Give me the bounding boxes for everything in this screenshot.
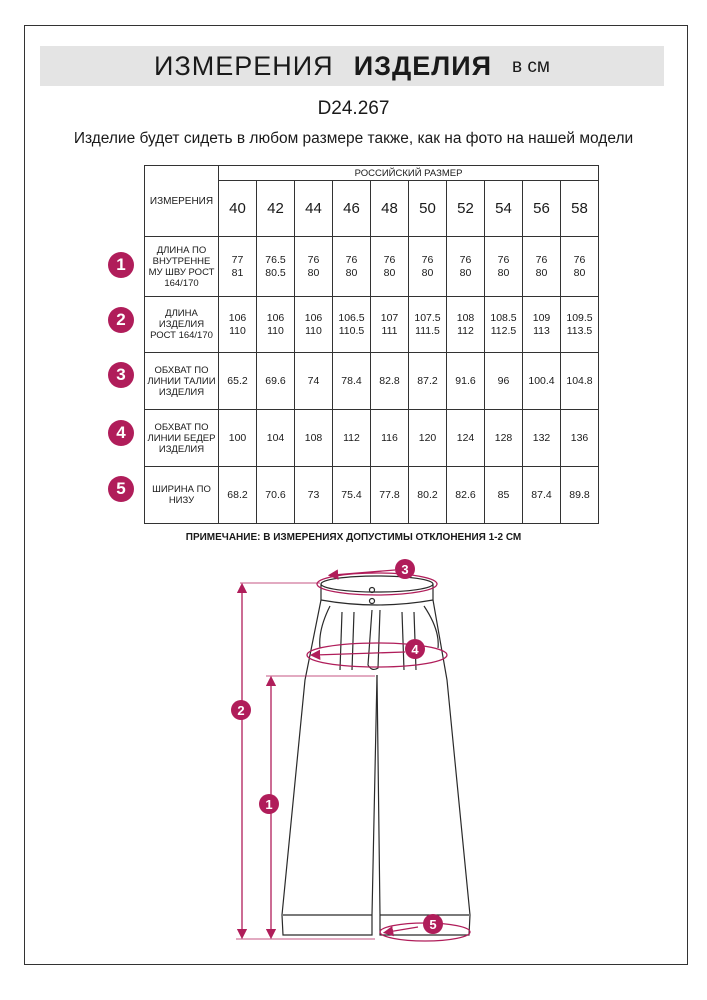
drawing-badge-2: 2 — [231, 700, 251, 720]
value-line: 136 — [570, 431, 589, 444]
value-line: 82.6 — [455, 488, 476, 501]
value-line: 80 — [421, 266, 434, 279]
value-line: 80 — [383, 266, 396, 279]
tolerance-note: ПРИМЕЧАНИЕ: В ИЗМЕРЕНИЯХ ДОПУСТИМЫ ОТКЛОНЕНИЯ 1-2 СМ — [185, 532, 522, 543]
value-line: 80 — [535, 266, 548, 279]
value-line: 80.2 — [417, 488, 438, 501]
value-line: 69.6 — [265, 374, 286, 387]
value-line: 76 — [421, 254, 434, 266]
value-line: 108 — [304, 431, 323, 444]
value-line: 108 — [456, 312, 475, 324]
row-badge-5: 5 — [108, 476, 134, 502]
value-line: 120 — [418, 431, 437, 444]
value-line: 113 — [533, 324, 550, 337]
value-line: 76.5 — [265, 254, 286, 266]
value-line: 76 — [497, 254, 510, 266]
value-line: 85 — [497, 488, 510, 501]
value-line: 111.5 — [415, 324, 440, 337]
value-line: 106.5 — [338, 312, 365, 324]
size-header-48: 48 — [371, 181, 409, 237]
value-line: 110 — [229, 324, 246, 337]
value-line: 112 — [343, 431, 360, 444]
measure-label: ОБХВАТ ПО ЛИНИИ БЕДЕР ИЗДЕЛИЯ — [145, 410, 219, 467]
value-line: 128 — [494, 431, 513, 444]
value-line: 68.2 — [227, 488, 248, 501]
value-line: 73 — [307, 488, 320, 501]
value-line: 76 — [459, 254, 472, 266]
value-line: 80 — [573, 266, 586, 279]
value-line: 110 — [267, 324, 284, 337]
value-line: 96 — [497, 374, 510, 387]
value-line: 80 — [307, 266, 320, 279]
value-line: 77.8 — [379, 488, 400, 501]
value-line: 116 — [381, 431, 398, 444]
value-line: 82.8 — [379, 374, 400, 387]
value-line: 100 — [228, 431, 247, 444]
value-line: 87.4 — [531, 488, 552, 501]
value-line: 109.5 — [566, 312, 593, 324]
size-header-42: 42 — [257, 181, 295, 237]
measure-label: ДЛИНА ПО ВНУТРЕННЕ МУ ШВУ РОСТ 164/170 — [145, 237, 219, 297]
size-header-46: 46 — [333, 181, 371, 237]
value-line: 81 — [231, 266, 244, 279]
value-line: 75.4 — [341, 488, 362, 501]
row-badge-3: 3 — [108, 362, 134, 388]
value-line: 110 — [305, 324, 322, 337]
size-header-58: 58 — [561, 181, 599, 237]
value-line: 112.5 — [490, 324, 517, 337]
value-line: 70.6 — [265, 488, 286, 501]
row-badge-2: 2 — [108, 307, 134, 333]
value-line: 80 — [345, 266, 358, 279]
size-header-40: 40 — [219, 181, 257, 237]
value-line: 77 — [231, 254, 244, 266]
size-header-50: 50 — [409, 181, 447, 237]
value-line: 100.4 — [528, 374, 555, 387]
value-line: 107 — [380, 312, 399, 324]
value-line: 76 — [573, 254, 586, 266]
title-bold: ИЗДЕЛИЯ — [353, 50, 493, 81]
value-line: 106 — [266, 312, 285, 324]
value-line: 124 — [456, 431, 475, 444]
title-unit: в см — [512, 56, 550, 77]
value-line: 108.5 — [490, 312, 517, 324]
value-line: 132 — [532, 431, 551, 444]
measure-header: ИЗМЕРЕНИЯ — [145, 166, 219, 237]
drawing-badge-3: 3 — [395, 559, 415, 579]
row-badge-4: 4 — [108, 420, 134, 446]
value-line: 107.5 — [414, 312, 441, 324]
value-line: 89.8 — [569, 488, 590, 501]
drawing-badge-1: 1 — [259, 794, 279, 814]
value-line: 91.6 — [455, 374, 476, 387]
value-line: 111 — [381, 324, 398, 337]
value-line: 78.4 — [341, 374, 362, 387]
size-header-52: 52 — [447, 181, 485, 237]
value-line: 87.2 — [417, 374, 438, 387]
value-line: 76 — [383, 254, 396, 266]
measure-label: ОБХВАТ ПО ЛИНИИ ТАЛИИ ИЗДЕЛИЯ — [145, 353, 219, 410]
size-header-56: 56 — [523, 181, 561, 237]
fit-subtitle: Изделие будет сидеть в любом размере также, как на фото на нашей модели — [73, 130, 634, 147]
row-badge-1: 1 — [108, 252, 134, 278]
value-line: 110.5 — [338, 324, 365, 337]
value-line: 112 — [457, 324, 474, 337]
drawing-badge-5: 5 — [423, 914, 443, 934]
value-line: 76 — [307, 254, 320, 266]
measure-label: ШИРИНА ПО НИЗУ — [145, 467, 219, 524]
size-caption: РОССИЙСКИЙ РАЗМЕР — [219, 166, 599, 181]
size-header-44: 44 — [295, 181, 333, 237]
value-line: 104 — [266, 431, 285, 444]
pants-outline — [282, 576, 470, 935]
value-line: 104.8 — [566, 374, 593, 387]
value-line: 65.2 — [227, 374, 248, 387]
title-main: ИЗМЕРЕНИЯ — [154, 50, 334, 81]
measure-label: ДЛИНА ИЗДЕЛИЯ РОСТ 164/170 — [145, 297, 219, 353]
value-line: 80 — [459, 266, 472, 279]
value-line: 80 — [497, 266, 510, 279]
value-line: 113.5 — [566, 324, 593, 337]
drawing-badge-4: 4 — [405, 639, 425, 659]
value-line: 74 — [307, 374, 320, 387]
value-line: 106 — [304, 312, 323, 324]
size-header-54: 54 — [485, 181, 523, 237]
value-line: 80.5 — [265, 266, 286, 279]
value-line: 109 — [532, 312, 551, 324]
article-number: D24.267 — [317, 98, 390, 119]
value-line: 106 — [228, 312, 247, 324]
value-line: 76 — [345, 254, 358, 266]
value-line: 76 — [535, 254, 548, 266]
